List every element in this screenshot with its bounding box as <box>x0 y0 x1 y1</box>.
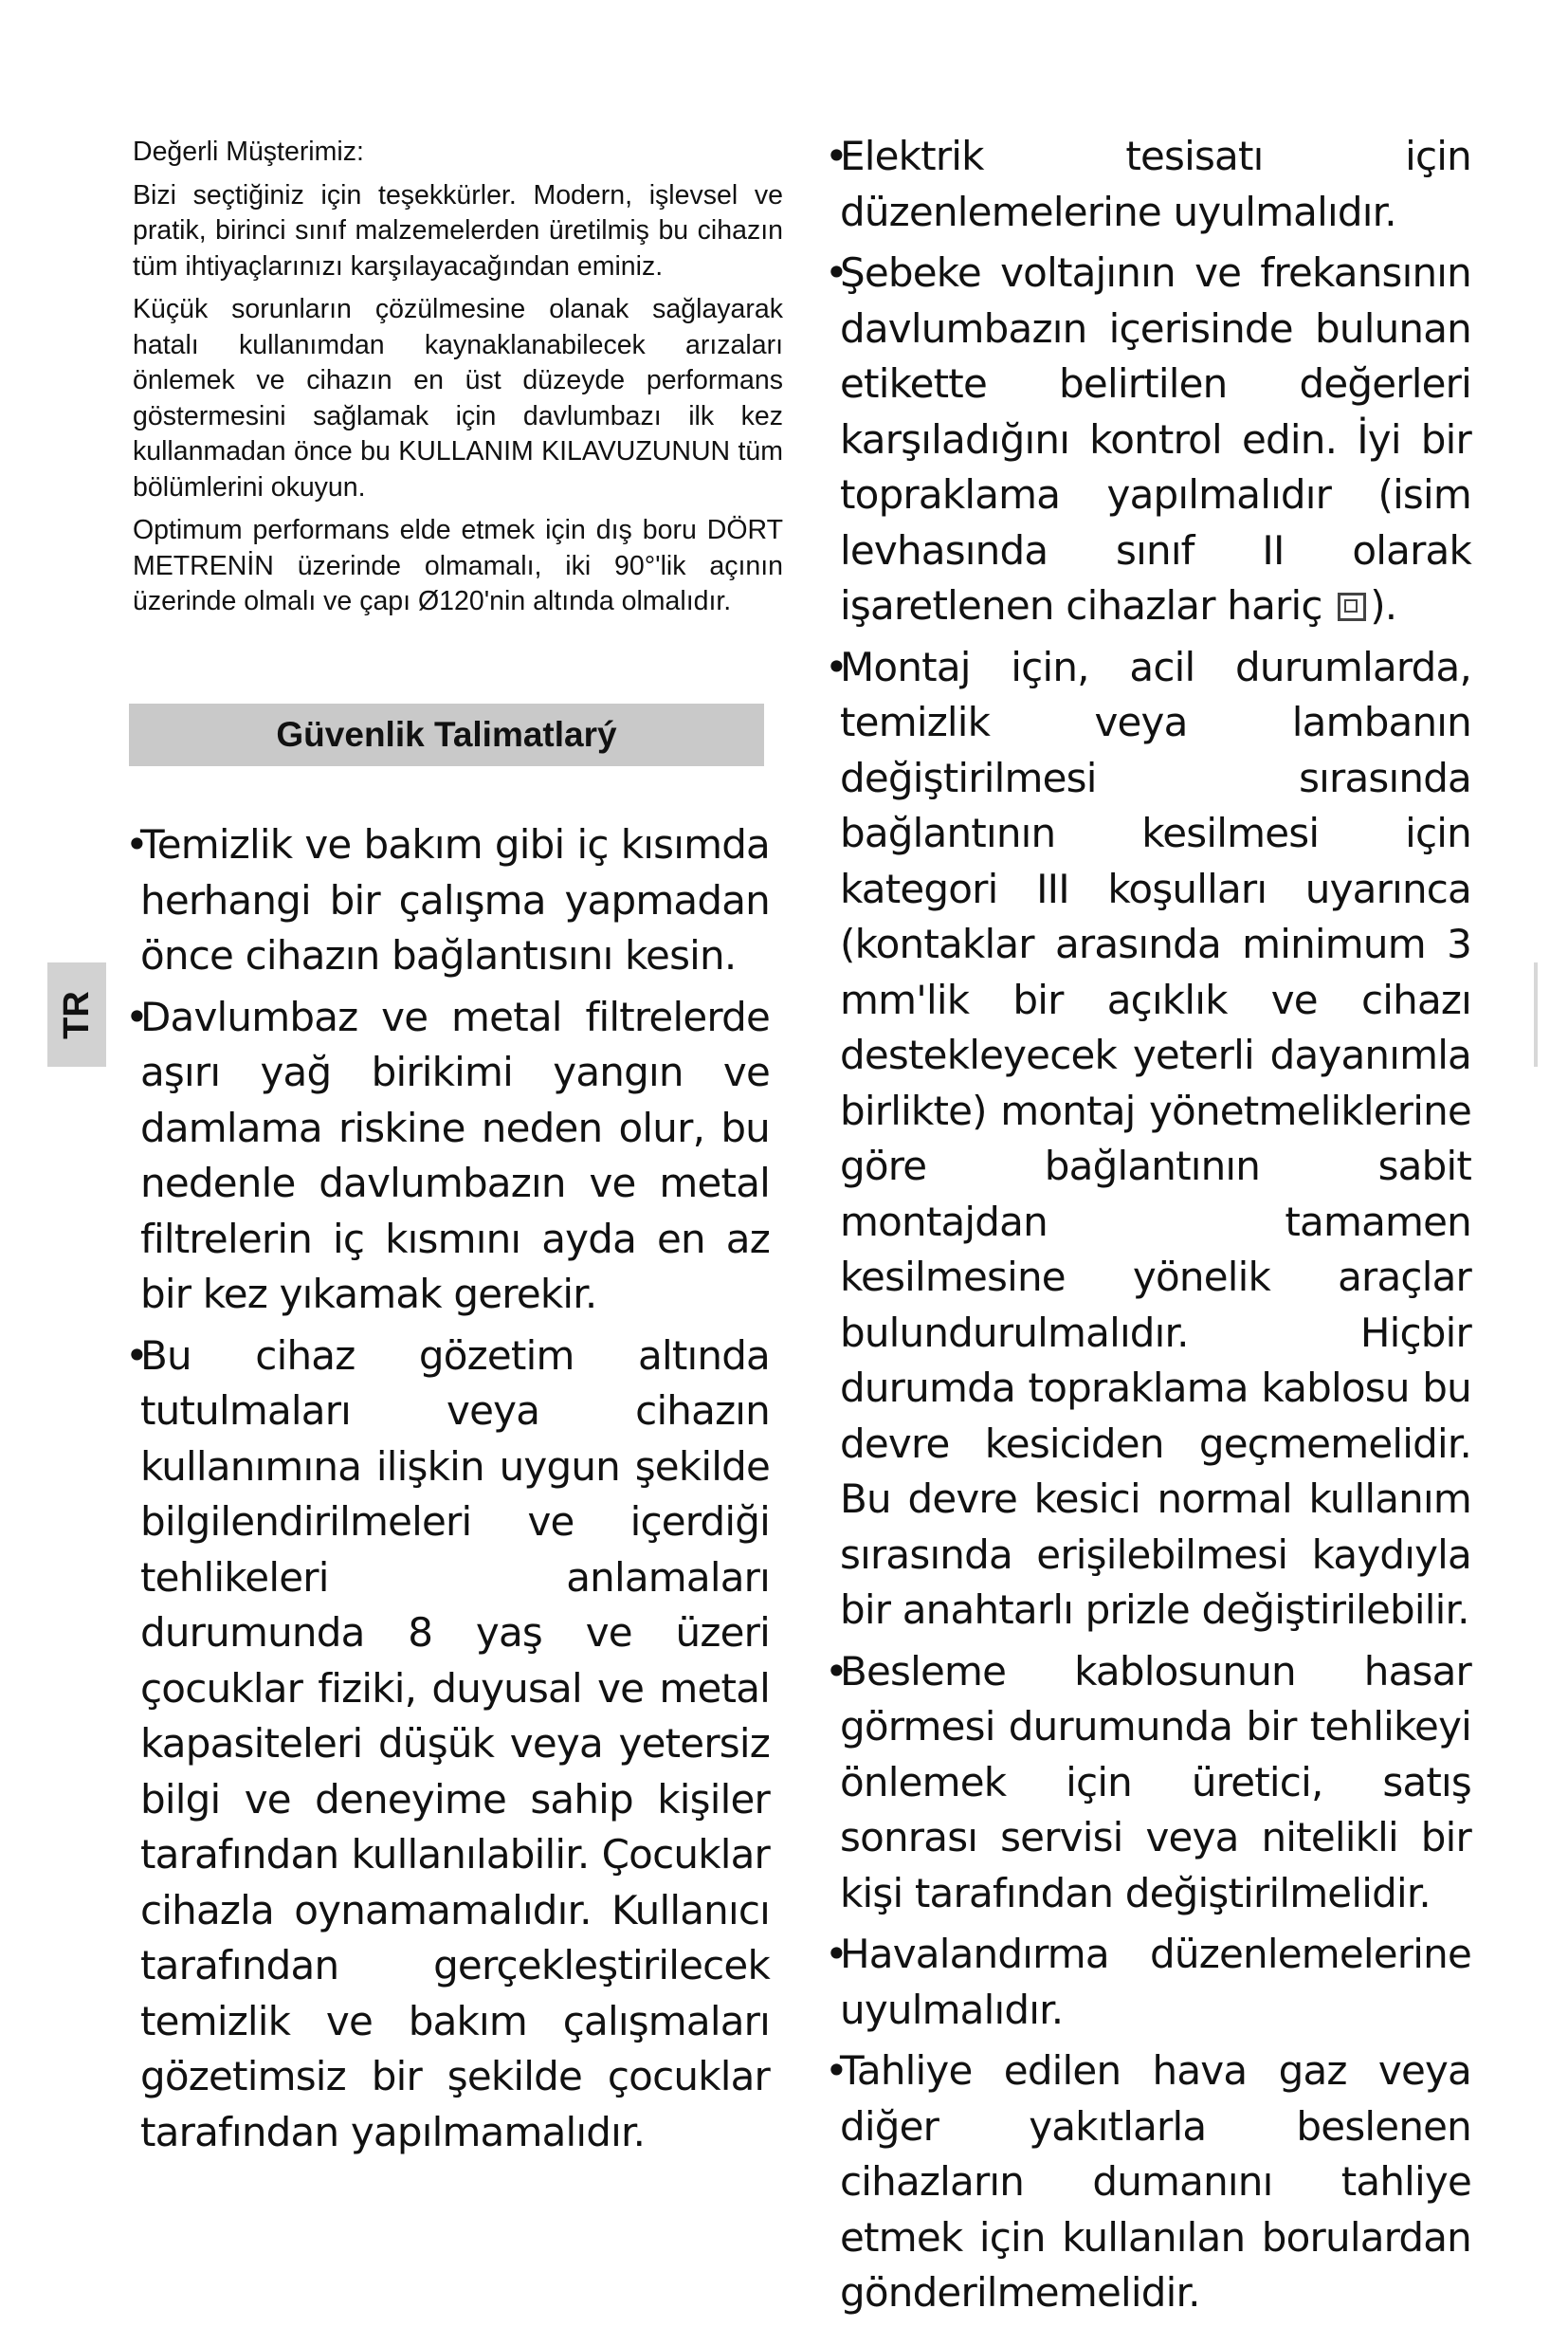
intro-paragraph-duct: Optimum performans elde etmek için dış boru DÖRT METRENİN üzerinde olmamalı, iki 90°'lik açının üzerinde olmalı ve çapı Ø120'nin altında olmalıdır. <box>133 515 783 616</box>
intro-paragraph-thanks: Bizi seçtiğiniz için teşekkürler. Modern, işlevsel ve pratik, birinci sınıf malzemelerden üretilmiş bu cihazın tüm ihtiyaçlarınızı karşılayacağından eminiz. <box>133 179 783 282</box>
greeting-text: Değerli Müşterimiz: <box>133 137 364 167</box>
safety-item-installation: • Montaj için, acil durumlarda, temizlik veya lambanın değiştirilmesi sırasında bağlantının kesilmesi için kategori III koşulları uyarınca (kontaklar arasında minimum 3 mm'lik bir açıklık ve cihazı destekleyecek yeterli dayanımla birlikte) montaj yönetmeliklerine göre bağlantının sabit montajdan tamamen kesilmesine yönelik araçlar bulundurulmalıdır. Hiçbir durumda topraklama kablosu bu devre kesiciden geçmemelidir. Bu devre kesici normal kullanım sırasında erişilebilmesi kaydıyla bir anahtarlı prizle değiştirilebilir. <box>829 640 1471 1639</box>
safety-item-disconnect: • Temizlik ve bakım gibi iç kısımda herhangi bir çalışma yapmadan önce cihazın bağlantısını kesin. <box>129 817 770 984</box>
right-column <box>829 129 1471 2327</box>
intro-text-block <box>133 135 783 628</box>
safety-item-children: • Bu cihaz gözetim altında tutulmaları veya cihazın kullanımına ilişkin uygun şekilde bilgilendirilmeleri ve içerdiği tehlikeleri anlamaları durumunda 8 yaş ve üzeri çocuklar fiziki, duyusal ve metal kapasiteleri düşük veya yetersiz bilgi ve deneyime sahip kişiler tarafından kullanılabilir. Çocuklar cihazla oynamamalıdır. Kullanıcı tarafından gerçekleştirilecek temizlik ve bakım çalışmaları gözetimsiz bir şekilde çocuklar tarafından yapılmamalıdır. <box>129 1328 770 2161</box>
safety-item-electrical: • Elektrik tesisatı için düzenlemelerine uyulmalıdır. <box>829 129 1471 240</box>
language-tab-label: TR <box>56 990 97 1039</box>
safety-item-ventilation: • Havalandırma düzenlemelerine uyulmalıdır. <box>829 1927 1471 2038</box>
margin-marker-line <box>1534 962 1538 1067</box>
class-ii-icon <box>1338 593 1366 621</box>
safety-item-grease: • Davlumbaz ve metal filtrelerde aşırı yağ birikimi yangın ve damlama riskine neden olur, bu nedenle davlumbazın ve metal filtrelerin iç kısmını ayda en az bir kez yıkamak gerekir. <box>129 990 770 1323</box>
intro-paragraph-read-manual: Küçük sorunların çözülmesine olanak sağlayarak hatalı kullanımdan kaynaklanabilecek arızaları önlemek ve cihazın en üst düzeyde performans göstermesini sağlamak için davlumbazı ilk kez kullanmadan önce bu KULLANIM KILAVUZUNUN tüm bölümlerini okuyun. <box>133 294 783 503</box>
safety-item-voltage <box>829 246 1471 634</box>
language-tab <box>47 962 106 1067</box>
safety-item-cable: • Besleme kablosunun hasar görmesi durumunda bir tehlikeyi önlemek için üretici, satış sonrası servisi veya nitelikli bir kişi tarafından değiştirilmelidir. <box>829 1644 1471 1922</box>
safety-item-exhaust: • Tahliye edilen hava gaz veya diğer yakıtlarla beslenen cihazların dumanını tahliye etmek için kullanılan borulardan gönderilmemelidir. <box>829 2043 1471 2321</box>
voltage-text-end: ). <box>1370 582 1397 629</box>
section-heading-safety: Güvenlik Talimatlarý <box>129 704 764 766</box>
voltage-text: Şebeke voltajının ve frekansının davlumbazın içerisinde bulunan etikette belirtilen değerleri karşıladığını kontrol edin. İyi bir topraklama yapılmalıdır (isim levhasında sınıf II olarak işaretlenen cihazlar hariç <box>840 249 1471 629</box>
left-column <box>129 817 770 2166</box>
